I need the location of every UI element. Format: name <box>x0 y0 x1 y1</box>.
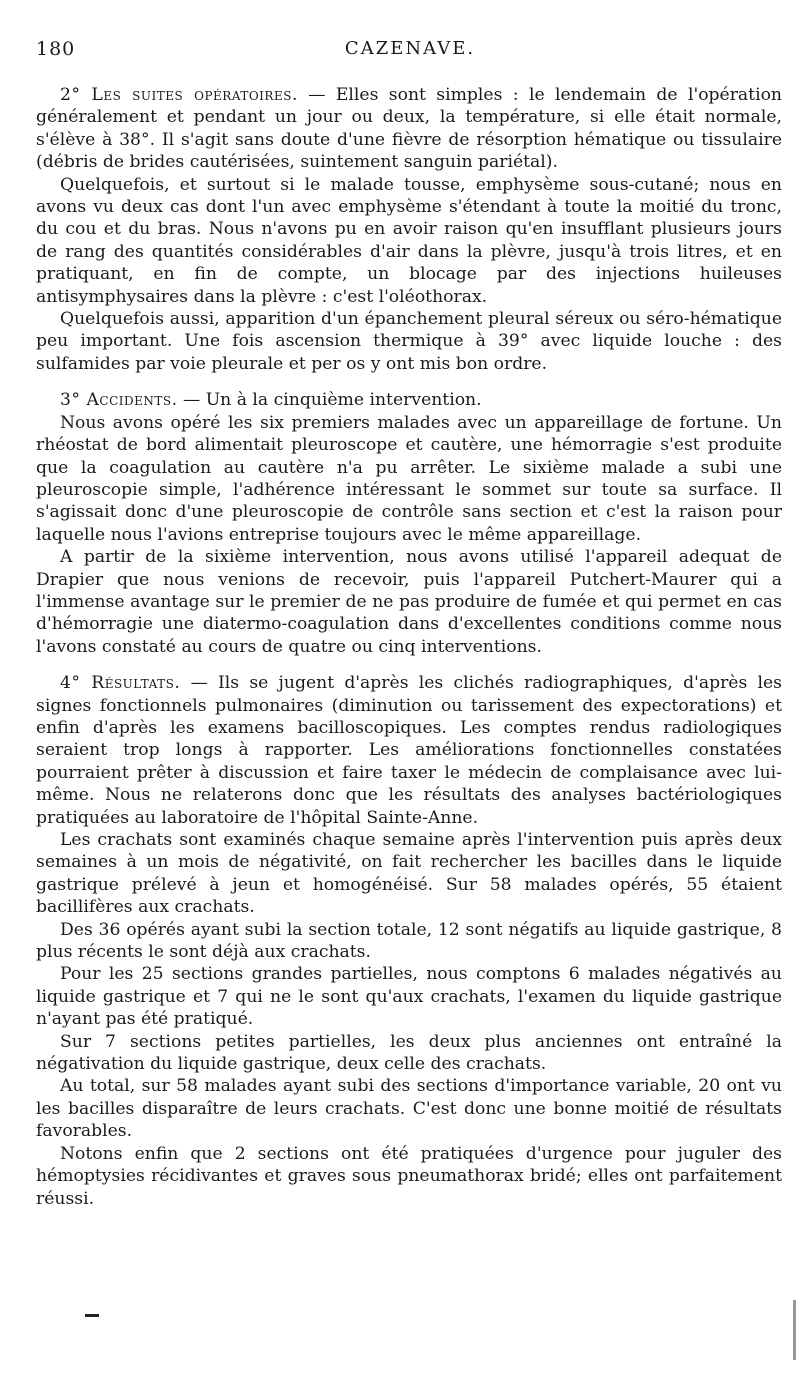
paragraph: A partir de la sixième intervention, nous avons utilisé l'appareil adequat de Drapier que nous venions de recevoir, puis l'appareil Putchert-Maurer qui a l'immense avantage sur le premier de ne pas produire de fumée et qui permet en cas d'hémorragie une diatermo-coagulation dans d'excellentes conditions comme nous l'avons constaté au cours de quatre ou cinq interventions. <box>36 547 782 657</box>
page-body <box>36 84 782 1210</box>
paragraph-text: — Un à la cinquième intervention. <box>177 390 482 411</box>
paragraph-text: — Elles sont simples : le lendemain de l'opération généralement et pendant un jour ou deux, la température, si elle était normale, s'élève à 38°. Il s'agit sans doute d'une fièvre de résorption hématique ou tissulaire (débris de brides cautérisées, suintement sanguin pariétal). <box>36 85 782 173</box>
paragraph: Au total, sur 58 malades ayant subi des sections d'importance variable, 20 ont vu les bacilles disparaître de leurs crachats. C'est donc une bonne moitié de résultats favorables. <box>36 1076 782 1142</box>
paragraph <box>36 389 782 411</box>
scan-edge-mark <box>793 1300 796 1360</box>
paragraph: Des 36 opérés ayant subi la section totale, 12 sont négatifs au liquide gastrique, 8 plus récents le sont déjà aux crachats. <box>36 919 782 963</box>
end-dash <box>85 1314 99 1317</box>
section-heading: 4° Résultats. <box>60 673 181 694</box>
page-number: 180 <box>36 38 76 60</box>
paragraph: Sur 7 sections petites partielles, les deux plus anciennes ont entraîné la négativation du liquide gastrique, deux celle des crachats. <box>36 1031 782 1075</box>
paragraph: Les crachats sont examinés chaque semaine après l'intervention puis après deux semaines à un mois de négativité, on fait rechercher les bacilles dans le liquide gastrique prélevé à jeun et homogénéisé. Sur 58 malades opérés, 55 étaient bacillifères aux crachats. <box>36 830 782 918</box>
section-heading: 3° Accidents. <box>60 390 178 411</box>
running-head: CAZENAVE. <box>344 38 476 59</box>
page-header <box>36 38 784 64</box>
paragraph-text: — Ils se jugent d'après les clichés radiographiques, d'après les signes fonctionnels pulmonaires (diminution ou tarissement des expectorations) et enfin d'après les examens bacilloscopiques. Les comptes rendus radiologiques seraient trop longs à rapporter. Les améliorations fonctionnelles constatées pourraient prêter à discussion et faire taxer le médecin de complaisance avec lui-même. Nous ne relaterons donc que les résultats des analyses bactériologiques pratiquées au laboratoire de l'hôpital Sainte-Anne. <box>36 673 782 828</box>
paragraph: Pour les 25 sections grandes partielles, nous comptons 6 malades négativés au liquide gastrique et 7 qui ne le sont qu'aux crachats, l'examen du liquide gastrique n'ayant pas été pratiqué. <box>36 964 782 1030</box>
section-gap <box>36 375 782 389</box>
paragraph: Nous avons opéré les six premiers malades avec un appareillage de fortune. Un rhéostat de bord alimentait pleuroscope et cautère, une hémorragie s'est produite que la coagulation au cautère n'a pu arrêter. Le sixième malade a subi une pleuroscopie simple, l'adhérence intéressant le sommet sur toute sa surface. Il s'agissait donc d'une pleuroscopie de contrôle sans section et c'est la raison pour laquelle nous l'avions entreprise toujours avec le même appareillage. <box>36 412 782 545</box>
paragraph: Quelquefois aussi, apparition d'un épanchement pleural séreux ou séro-hématique peu important. Une fois ascension thermique à 39° avec liquide louche : des sulfamides par voie pleurale et per os y ont mis bon ordre. <box>36 309 782 374</box>
section-gap <box>36 658 782 672</box>
paragraph: Notons enfin que 2 sections ont été pratiquées d'urgence pour juguler des hémoptysies récidivantes et graves sous pneumathorax bridé; elles ont parfaitement réussi. <box>36 1143 782 1209</box>
paragraph <box>36 84 782 174</box>
section-heading: 2° Les suites opératoires. <box>60 85 298 105</box>
paragraph: Quelquefois, et surtout si le malade tousse, emphysème sous-cutané; nous en avons vu deux cas dont l'un avec emphysème s'étendant à toute la moitié du tronc, du cou et du bras. Nous n'avons pu en avoir raison qu'en insufflant plusieurs jours de rang des quantités considérables d'air dans la plèvre, jusqu'à trois litres, et en pratiquant, en fin de compte, un blocage par des injections huileuses antisymphysaires dans la plèvre : c'est l'oléothorax. <box>36 174 782 307</box>
paragraph <box>36 672 782 829</box>
